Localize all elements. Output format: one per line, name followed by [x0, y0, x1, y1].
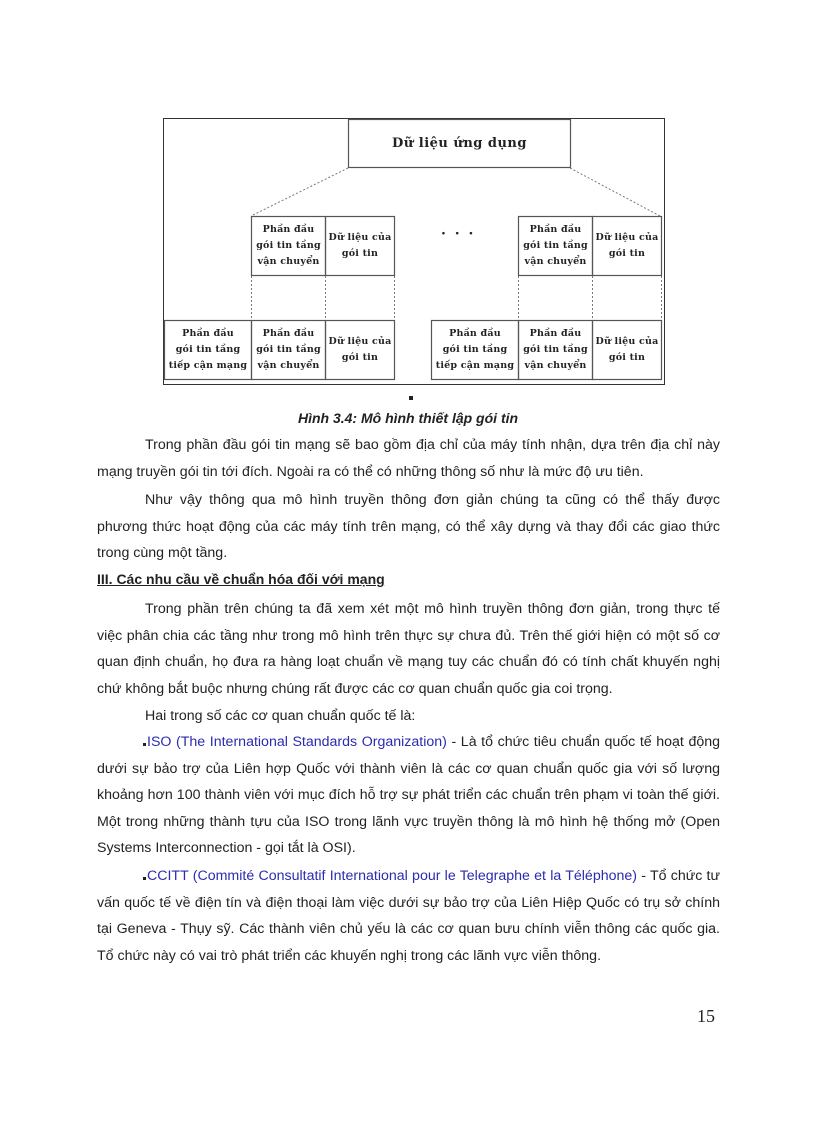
dotted-line — [251, 168, 348, 216]
paragraph-3: Trong phần trên chúng ta đã xem xét một mô hình truyền thông đơn giản, trong thực tế việc phân chia các tầng như trong mô hình trên thực sự chưa đủ. Trên thế giới hiện có một số cơ quan định chuẩn, họ đưa ra hàng loạt chuẩn về mạng tuy các chuẩn đó có tính chất khuyến nghị chứ không bắt buộc nhưng chúng rất được các cơ quan chuẩn quốc gia coi trọng. — [97, 601, 720, 697]
bottom-left-transport-header: Phần đầu gói tin tầng vận chuyển — [256, 328, 321, 371]
bullet-iso — [97, 729, 720, 862]
dotted-line — [570, 168, 660, 216]
bottom-left-transport-data: Dữ liệu của gói tin — [328, 336, 392, 363]
ccitt-name: CCITT (Commité Consultatif International pour le Telegraphe et la Téléphone) — [147, 868, 638, 884]
bottom-right-network-header: Phần đầu gói tin tầng tiếp cận mạng — [435, 328, 515, 371]
figure-caption: Hình 3.4: Mô hình thiết lập gói tin — [297, 410, 519, 426]
bullet-marker-icon — [143, 743, 146, 746]
iso-name: ISO (The International Standards Organization) — [147, 734, 447, 750]
bullet-ccitt — [97, 863, 720, 969]
paragraph-1: Trong phần đầu gói tin mạng sẽ bao gồm địa chỉ của máy tính nhận, dựa trên địa chỉ này mạng truyền gói tin tới đích. Ngoài ra có thể có những thông số như là mức độ ưu tiên. — [97, 437, 720, 480]
bottom-right-transport-header: Phần đầu gói tin tầng vận chuyển — [523, 328, 588, 371]
mid-left-transport-data: Dữ liệu của gói tin — [328, 232, 392, 259]
mid-right-transport-data: Dữ liệu của gói tin — [595, 232, 659, 259]
encapsulation-diagram — [163, 118, 665, 385]
ellipsis: · · · — [441, 226, 476, 242]
page-number: 15 — [697, 1006, 715, 1026]
section-heading: III. Các nhu cầu về chuẩn hóa đối với mạng — [97, 571, 385, 587]
small-dot-mark — [409, 396, 413, 400]
mid-left-transport-header: Phần đầu gói tin tầng vận chuyển — [256, 224, 321, 267]
paragraph-2: Như vậy thông qua mô hình truyền thông đơn giản chúng ta cũng có thể thấy được phương thức hoạt động của các máy tính trên mạng, có thể xây dựng và thay đổi các giao thức trong cùng một tầng. — [97, 492, 720, 562]
bottom-left-network-header: Phần đầu gói tin tầng tiếp cận mạng — [168, 328, 248, 371]
paragraph-4: Hai trong số các cơ quan chuẩn quốc tế là: — [145, 708, 416, 724]
bullet-marker-icon — [143, 877, 146, 880]
mid-right-transport-header: Phần đầu gói tin tầng vận chuyển — [523, 224, 588, 267]
ccitt-description: - Tổ chức tư vấn quốc tế về điện tín và điện thoại làm việc dưới sự bảo trợ của Liên Hiệp Quốc có trụ sở chính tại Geneva - Thụy sỹ. Các thành viên chủ yếu là các cơ quan bưu chính viễn thông các quốc gia. Tổ chức này có vai trò phát triển các khuyến nghị trong các lãnh vực viễn thông. — [97, 868, 720, 964]
application-data-box: Dữ liệu ứng dụng — [392, 136, 527, 151]
bottom-right-transport-data: Dữ liệu của gói tin — [595, 336, 659, 363]
iso-description: - Là tổ chức tiêu chuẩn quốc tế hoạt động dưới sự bảo trợ của Liên hợp Quốc với thành viên là các cơ quan chuẩn quốc gia với số lượng khoảng hơn 100 thành viên với mục đích hỗ trợ sự phát triển các chuẩn trên phạm vi toàn thế giới. Một trong những thành tựu của ISO trong lãnh vực truyền thông là mô hình hệ thống mở (Open Systems Interconnection - gọi tắt là OSI). — [97, 734, 721, 857]
